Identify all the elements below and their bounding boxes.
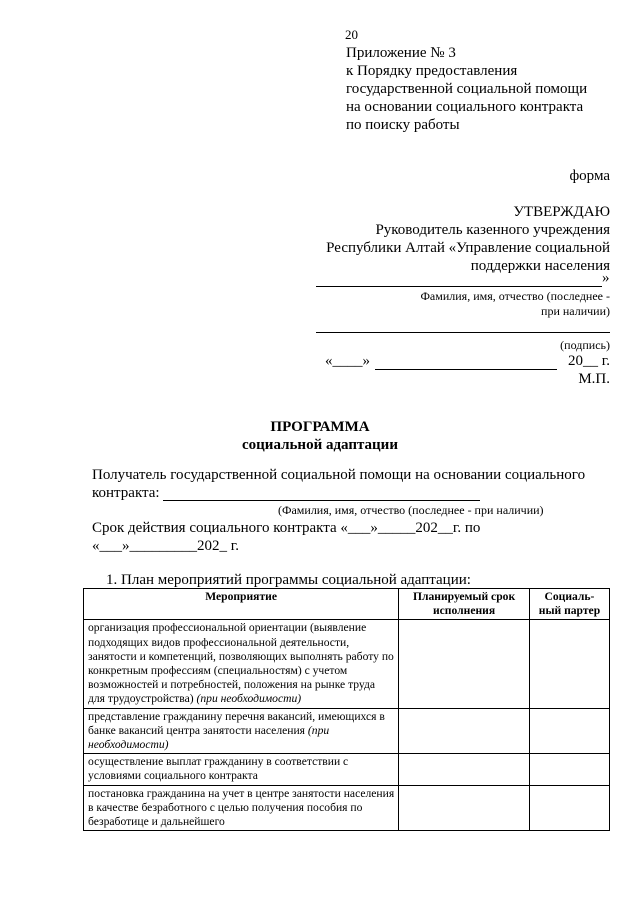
recipient-name-line — [163, 484, 480, 501]
appendix-line: по поиску работы — [346, 117, 460, 133]
approver-name-line — [316, 269, 602, 287]
table-header-row — [84, 589, 610, 620]
deadline-cell — [399, 785, 530, 831]
table-row — [84, 620, 610, 708]
activity-cell — [84, 708, 399, 754]
subtitle-line: социальной адаптации — [242, 437, 398, 453]
deadline-cell — [399, 754, 530, 785]
deadline-cell — [399, 620, 530, 708]
signature-caption: (подпись) — [560, 338, 610, 352]
appendix-line: к Порядку предоставления — [346, 63, 518, 79]
activity-text: организация профессиональной ориентации (выявление подходящих видов профессиональной деятельности, занятости и компетенций, позволяющих выполнять работу по конкретным профессиям (специальностям) с учетом возможностей и потребностей, положения на рынке труда для трудоустройства) — [88, 621, 394, 706]
deadline-cell — [399, 708, 530, 754]
appendix-header — [346, 44, 587, 134]
activity-note: (при необходимости) — [88, 723, 330, 752]
column-header-activity: Мероприятие — [84, 589, 399, 620]
approver-position-line: Республики Алтай «Управление социальной — [326, 240, 610, 256]
approver-name-quote: » — [602, 270, 610, 286]
recipient-line: Получатель государственной социальной помощи на основании социального — [92, 467, 586, 483]
approver-position-line: Руководитель казенного учреждения — [375, 222, 610, 238]
contract-term-end: «___»_________202_ г. — [92, 538, 239, 554]
partner-cell — [529, 620, 609, 708]
caption-line: при наличии) — [541, 304, 610, 318]
approver-name-caption — [310, 289, 610, 319]
activity-cell — [84, 785, 399, 831]
partner-cell — [529, 708, 609, 754]
appendix-line: государственной социальной помощи — [346, 81, 588, 97]
activity-text: постановка гражданина на учет в центре занятости населения в качестве безработного с целью получения пособия по безработице и дальнейшего — [88, 786, 395, 829]
table-row — [84, 754, 610, 785]
partner-cell — [529, 785, 609, 831]
appendix-line: Приложение № 3 — [346, 45, 456, 61]
stamp-label: М.П. — [578, 371, 610, 387]
appendix-line: на основании социального контракта — [346, 99, 584, 115]
column-header-deadline: Планируемый срок исполнения — [399, 589, 530, 620]
activity-text: осуществление выплат гражданину в соответствии с условиями социального контракта — [88, 755, 349, 783]
form-label: форма — [569, 168, 610, 184]
plan-table — [83, 588, 610, 831]
partner-cell — [529, 754, 609, 785]
activity-note: (при необходимости) — [196, 692, 302, 706]
title-line: ПРОГРАММА — [270, 419, 370, 435]
table-row — [84, 708, 610, 754]
recipient-name-caption: (Фамилия, имя, отчество (последнее - при наличии) — [278, 503, 544, 517]
contract-term-line: Срок действия социального контракта «___»_____202__г. по — [92, 520, 481, 536]
table-row — [84, 785, 610, 831]
approval-date-line — [375, 353, 557, 370]
signature-line — [316, 320, 610, 333]
document-title — [0, 418, 640, 454]
section-heading: 1. План мероприятий программы социальной адаптации: — [106, 572, 471, 588]
page-number: 20 — [345, 27, 358, 42]
approval-date-day: «____» — [325, 353, 370, 369]
recipient-contract-label: контракта: — [92, 485, 160, 501]
activity-cell — [84, 754, 399, 785]
approval-block — [250, 203, 610, 275]
activity-text: представление гражданину перечня вакансий, имеющихся в банке вакансий центра занятости населения — [88, 709, 385, 737]
caption-line: Фамилия, имя, отчество (последнее - — [420, 289, 610, 303]
approver-position-line: поддержки населения — [470, 258, 610, 274]
approval-date-year: 20__ г. — [568, 353, 610, 369]
activity-cell — [84, 620, 399, 708]
column-header-partner: Социаль-ный партер — [529, 589, 609, 620]
approve-heading: УТВЕРЖДАЮ — [513, 204, 610, 220]
